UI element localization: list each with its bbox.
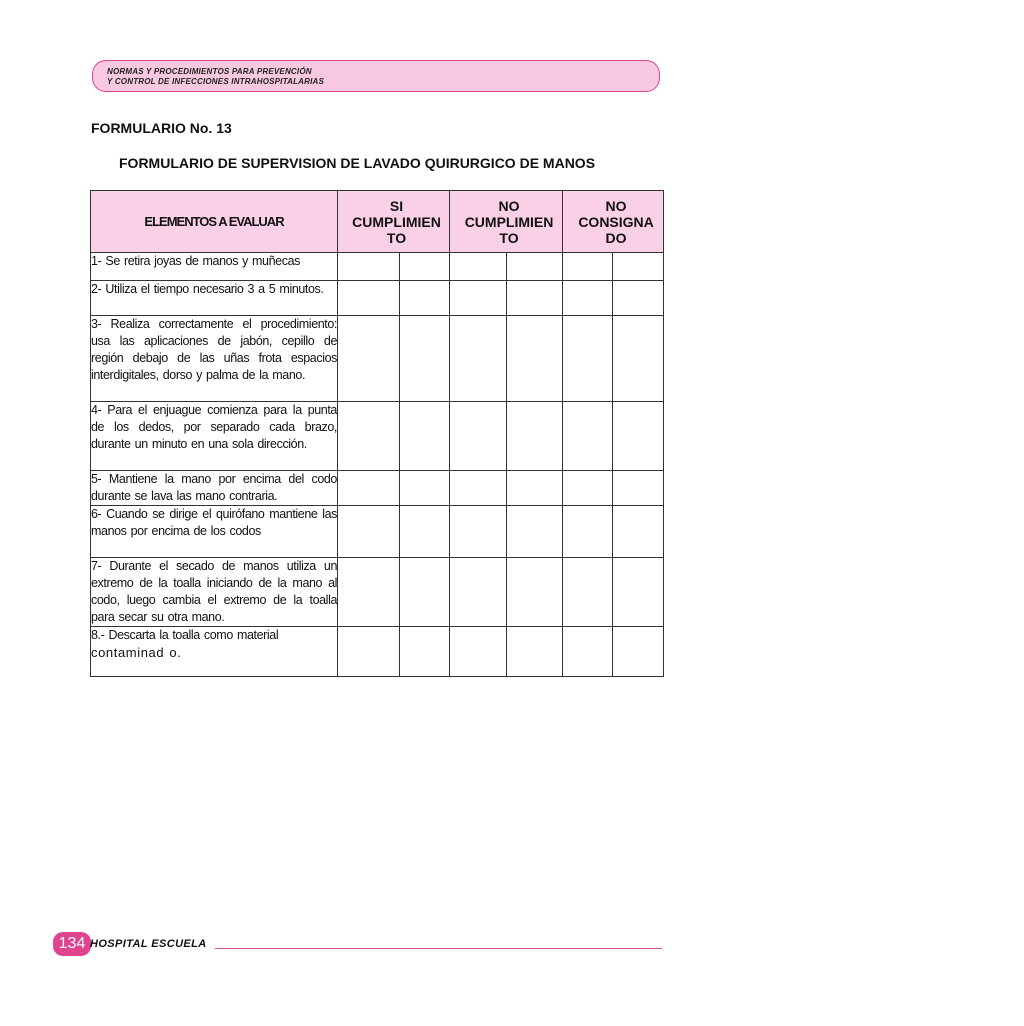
footer-divider	[215, 948, 662, 949]
check-cell[interactable]	[400, 506, 450, 558]
check-cell[interactable]	[450, 402, 507, 471]
table-header-row	[91, 191, 664, 253]
check-cell[interactable]	[507, 253, 563, 281]
row-item-text: 5- Mantiene la mano por encima del codo durante se lava las mano contraria.	[91, 471, 338, 506]
check-cell[interactable]	[613, 506, 664, 558]
check-cell[interactable]	[400, 316, 450, 402]
row-item-text-end: contaminad o.	[91, 645, 182, 660]
row-item-text: 8.- Descarta la toalla como material contaminad o.	[91, 627, 338, 677]
evaluation-table	[90, 190, 664, 677]
check-cell[interactable]	[450, 316, 507, 402]
check-cell[interactable]	[450, 471, 507, 506]
check-cell[interactable]	[613, 281, 664, 316]
check-cell[interactable]	[563, 402, 613, 471]
table-row	[91, 627, 664, 677]
check-cell[interactable]	[338, 506, 400, 558]
check-cell[interactable]	[338, 558, 400, 627]
check-cell[interactable]	[507, 402, 563, 471]
check-cell[interactable]	[613, 558, 664, 627]
check-cell[interactable]	[563, 253, 613, 281]
column-header-elements: ELEMENTOS A EVALUAR	[91, 191, 338, 253]
check-cell[interactable]	[400, 281, 450, 316]
check-cell[interactable]	[338, 281, 400, 316]
check-cell[interactable]	[507, 281, 563, 316]
check-cell[interactable]	[563, 558, 613, 627]
table-row	[91, 253, 664, 281]
column-header-si-cumplimiento: SI CUMPLIMIEN TO	[338, 191, 450, 253]
header-line-1: NORMAS Y PROCEDIMIENTOS PARA PREVENCIÓN	[107, 67, 312, 76]
table-row	[91, 281, 664, 316]
check-cell[interactable]	[400, 402, 450, 471]
document-header-banner	[92, 60, 660, 92]
check-cell[interactable]	[338, 316, 400, 402]
check-cell[interactable]	[450, 506, 507, 558]
form-title: FORMULARIO DE SUPERVISION DE LAVADO QUIRURGICO DE MANOS	[119, 155, 596, 171]
check-cell[interactable]	[563, 471, 613, 506]
check-cell[interactable]	[338, 627, 400, 677]
table-row	[91, 506, 664, 558]
check-cell[interactable]	[338, 471, 400, 506]
check-cell[interactable]	[613, 316, 664, 402]
header-line-2: Y CONTROL DE INFECCIONES INTRAHOSPITALARIAS	[107, 77, 325, 86]
check-cell[interactable]	[400, 627, 450, 677]
check-cell[interactable]	[507, 506, 563, 558]
check-cell[interactable]	[563, 316, 613, 402]
table-row	[91, 402, 664, 471]
check-cell[interactable]	[338, 402, 400, 471]
table-row	[91, 316, 664, 402]
table-row	[91, 471, 664, 506]
check-cell[interactable]	[338, 253, 400, 281]
check-cell[interactable]	[450, 627, 507, 677]
check-cell[interactable]	[450, 558, 507, 627]
check-cell[interactable]	[613, 627, 664, 677]
row-item-text: 2- Utiliza el tiempo necesario 3 a 5 minutos.	[91, 281, 338, 316]
check-cell[interactable]	[563, 281, 613, 316]
check-cell[interactable]	[613, 253, 664, 281]
check-cell[interactable]	[563, 506, 613, 558]
check-cell[interactable]	[507, 471, 563, 506]
check-cell[interactable]	[507, 316, 563, 402]
check-cell[interactable]	[563, 627, 613, 677]
table-row	[91, 558, 664, 627]
check-cell[interactable]	[613, 402, 664, 471]
row-item-text: 3- Realiza correctamente el procedimiento: usa las aplicaciones de jabón, cepillo de región debajo de las uñas frota espacios interdigitales, dorso y palma de la mano.	[91, 316, 338, 402]
row-item-text: 7- Durante el secado de manos utiliza un extremo de la toalla iniciando de la mano al codo, luego cambia el extremo de la toalla para secar su otra mano.	[91, 558, 338, 627]
form-number: FORMULARIO No. 13	[91, 120, 232, 136]
row-item-text: 6- Cuando se dirige el quirófano mantiene las manos por encima de los codos	[91, 506, 338, 558]
check-cell[interactable]	[613, 471, 664, 506]
check-cell[interactable]	[450, 281, 507, 316]
check-cell[interactable]	[507, 627, 563, 677]
column-header-no-cumplimiento: NO CUMPLIMIEN TO	[450, 191, 563, 253]
check-cell[interactable]	[400, 471, 450, 506]
row-item-text: 4- Para el enjuague comienza para la punta de los dedos, por separado cada brazo, durante un minuto en una sola dirección.	[91, 402, 338, 471]
page-number-badge: 134	[53, 932, 91, 956]
check-cell[interactable]	[400, 558, 450, 627]
footer-label: HOSPITAL ESCUELA	[90, 938, 207, 950]
check-cell[interactable]	[507, 558, 563, 627]
check-cell[interactable]	[450, 253, 507, 281]
column-header-no-consignado: NO CONSIGNA DO	[563, 191, 664, 253]
check-cell[interactable]	[400, 253, 450, 281]
row-item-text: 1- Se retira joyas de manos y muñecas	[91, 253, 338, 281]
